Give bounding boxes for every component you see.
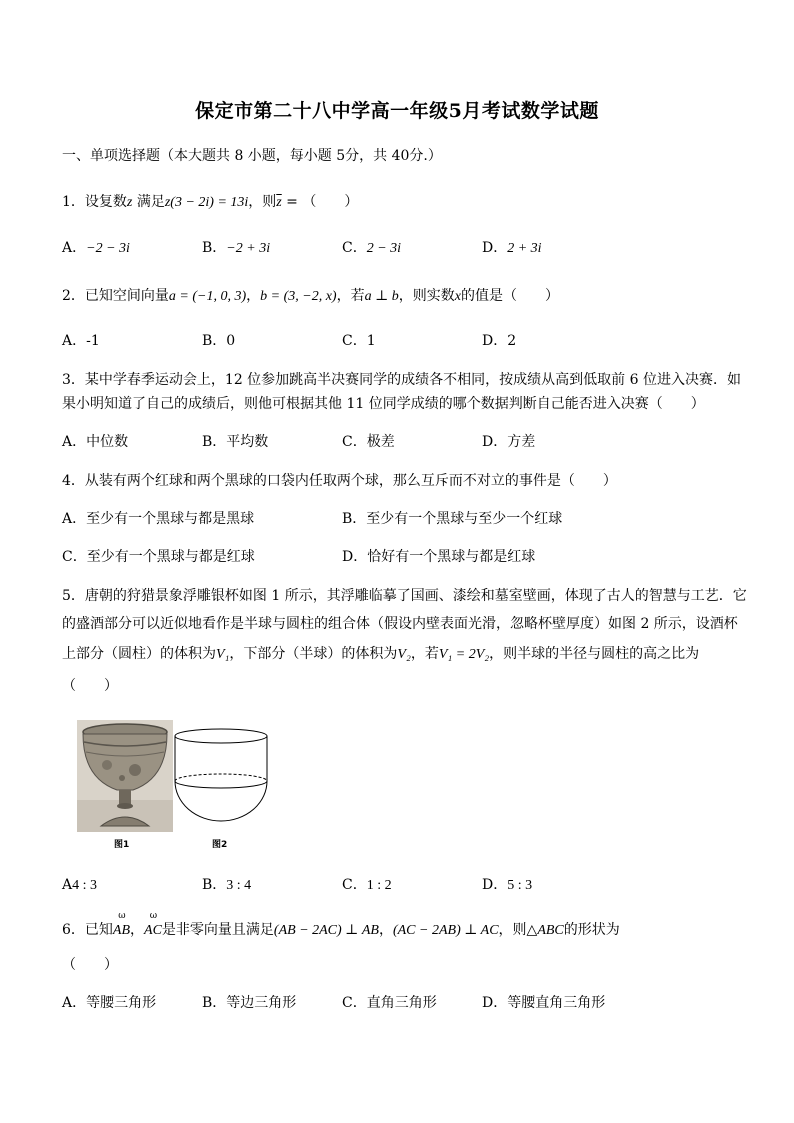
figure-2-caption: 图2 <box>212 840 228 850</box>
question-5-line-3: 上部分（圆柱）的体积为V₁，下部分（半球）的体积为V₂，若V₁ = 2V₂，则半球的半径与圆柱的高之比为 <box>62 646 700 662</box>
q4-option-d[interactable]: D．恰好有一个黑球与都是红球 <box>342 549 536 565</box>
section-heading: 一、单项选择题（本大题共 8 小题，每小题 5分，共 40分.） <box>62 148 442 164</box>
q6-option-c[interactable]: C．直角三角形 <box>342 995 437 1011</box>
page-title: 保定市第二十八中学高一年级5月考试数学试题 <box>195 100 599 122</box>
q6-condition-2: (AC − 2AB) ⊥ AC <box>392 923 499 938</box>
q3-option-b[interactable]: B．平均数 <box>202 434 269 450</box>
q5-equation: V₁ = 2V₂ <box>438 647 490 662</box>
question-2-stem: 2．已知空间向量a = (−1, 0, 3)，b = (3, −2, x)，若a ⊥ b，则实数x的值是（ ） <box>62 288 559 304</box>
q1-conjugate: $\overline{z}$ <box>276 195 282 210</box>
question-5-line-4: （ ） <box>62 678 118 694</box>
silver-cup-figure <box>77 720 173 832</box>
q5-option-c[interactable]: C．1 : 2 <box>342 877 392 893</box>
q5-option-a[interactable]: A4 : 3 <box>62 877 98 893</box>
q1-option-c[interactable]: C．2 − 3i <box>342 240 402 256</box>
q5-option-d[interactable]: D．5 : 3 <box>482 877 533 893</box>
question-5-line-2: 的盛酒部分可以近似地看作是半球与圆柱的组合体（假设内壁表面光滑，忽略杯壁厚度）如图 2 所示，设酒杯 <box>62 616 738 632</box>
vector-arrow-icon: ω <box>149 911 157 921</box>
vector-arrow-icon: ω <box>118 911 125 921</box>
question-3-line-1: 3．某中学春季运动会上，12 位参加跳高半决赛同学的成绩各不相同，按成绩从高到低取前 6 位进入决赛．如 <box>62 372 741 388</box>
q4-option-b[interactable]: B．至少有一个黑球与至少一个红球 <box>342 511 563 527</box>
cylinder-hemisphere-figure <box>172 726 270 826</box>
q2-option-d[interactable]: D．2 <box>482 333 517 349</box>
question-1-stem: 1．设复数z 满足z(3 − 2i) = 13i，则$\overline{z}$ = （ ） <box>62 194 359 210</box>
q4-option-a[interactable]: A．至少有一个黑球与都是黑球 <box>62 511 255 527</box>
question-3-line-2: 果小明知道了自己的成绩后，则他可根据其他 11 位同学成绩的哪个数据判断自己能否进入决赛（ ） <box>62 396 705 412</box>
figure-1-caption: 图1 <box>114 840 130 850</box>
q1-option-b[interactable]: B．−2 + 3i <box>202 240 271 256</box>
q2-perp: a ⊥ b <box>364 289 399 304</box>
q6-option-d[interactable]: D．等腰直角三角形 <box>482 995 606 1011</box>
q1-option-d[interactable]: D．2 + 3i <box>482 240 542 256</box>
q3-option-a[interactable]: A．中位数 <box>62 434 129 450</box>
q3-option-d[interactable]: D．方差 <box>482 434 536 450</box>
q3-option-c[interactable]: C．极差 <box>342 434 395 450</box>
q5-option-b[interactable]: B．3 : 4 <box>202 877 252 893</box>
q4-option-c[interactable]: C．至少有一个黑球与都是红球 <box>62 549 255 565</box>
q2-option-b[interactable]: B．0 <box>202 333 236 349</box>
q6-condition-1: (AB − 2AC) ⊥ AB <box>273 923 379 938</box>
q6-option-b[interactable]: B．等边三角形 <box>202 995 297 1011</box>
q2-vector-a: a = (−1, 0, 3) <box>168 289 247 304</box>
q6-option-a[interactable]: A．等腰三角形 <box>62 995 157 1011</box>
question-5-line-1: 5．唐朝的狩猎景象浮雕银杯如图 1 所示，其浮雕临摹了国画、漆绘和墓室壁画，体现了古人的智慧与工艺．它 <box>62 588 747 604</box>
q1-equation: z(3 − 2i) = 13i <box>164 195 249 210</box>
q2-option-a[interactable]: A．-1 <box>62 333 100 349</box>
q2-option-c[interactable]: C．1 <box>342 333 376 349</box>
q1-option-a[interactable]: A．−2 − 3i <box>62 240 130 256</box>
question-6-stem: 6．已知 ω AB， ω AC是非零向量且满足(AB − 2AC) ⊥ AB，(AC − 2AB) ⊥ AC，则△ABC的形状为 <box>62 911 620 938</box>
question-4-stem: 4．从装有两个红球和两个黑球的口袋内任取两个球，那么互斥而不对立的事件是（ ） <box>62 473 617 489</box>
question-6-line-2: （ ） <box>62 957 118 973</box>
q2-vector-b: b = (3, −2, x) <box>260 289 337 304</box>
